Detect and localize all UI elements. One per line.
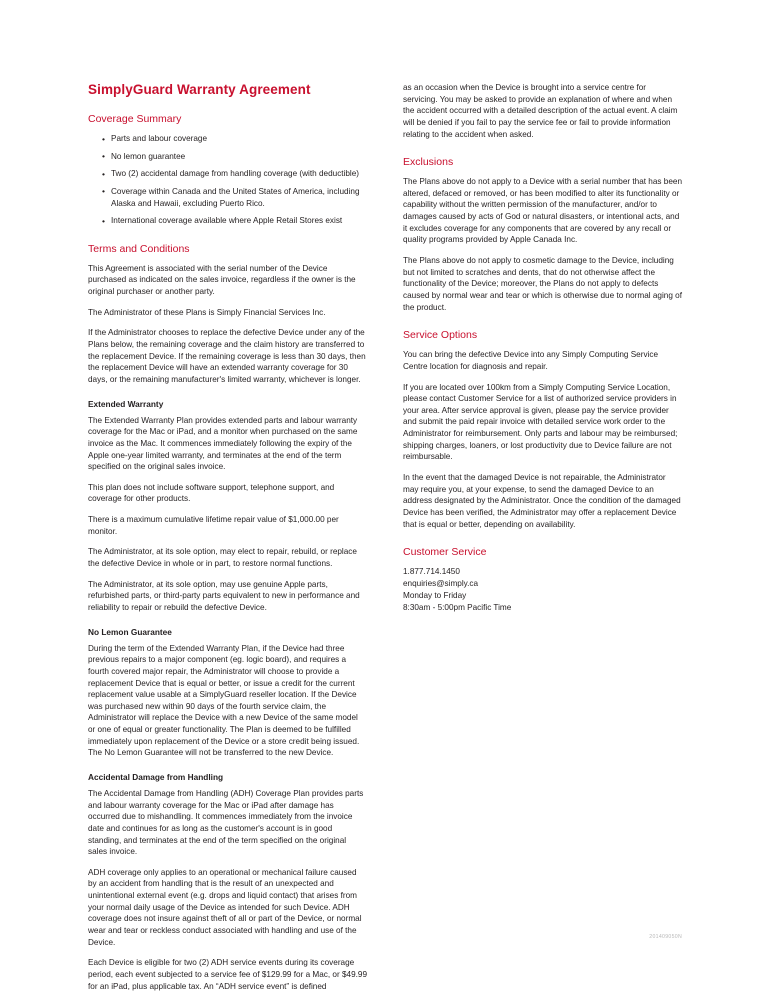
list-item: • Coverage within Canada and the United States of America, including Alaska and Hawaii, excluding Puerto Rico. [102, 186, 367, 209]
office-days: Monday to Friday [403, 591, 467, 600]
email-address: enquiries@simply.ca [403, 579, 479, 589]
coverage-summary-list [88, 133, 367, 227]
paragraph: The Administrator, at its sole option, may elect to repair, rebuild, or replace the defective Device in whole or in part, to restore normal functions. [88, 547, 357, 569]
paragraph: There is a maximum cumulative lifetime repair value of $1,000.00 per monitor. [88, 515, 339, 536]
customer-service-contact [403, 566, 682, 614]
two-column-layout [88, 82, 682, 1001]
office-hours: 8:30am - 5:00pm Pacific Time [403, 602, 512, 612]
list-item: • International coverage available where Apple Retail Stores exist [102, 215, 367, 227]
paragraph: Each Device is eligible for two (2) ADH service events during its coverage period, each event subjected to a service fee of $129.99 for a Mac, or $49.99 for an iPad, plus applicable tax. An “ADH service event” is defined [88, 958, 368, 991]
left-column [88, 82, 367, 1001]
paragraph: ADH coverage only applies to an operational or mechanical failure caused by an accident from handling that is the result of an unexpected and unintentional external event (e.g. drops and liquid contact) that arises from your normal daily usage of the Device as intended for such Device. ADH coverage does not insure against theft of all or part of the Device, or normal wear and tear or reckless conduct associated with handling and use of the Device. [88, 867, 362, 947]
section-heading-service-options: Service Options [403, 329, 478, 342]
paragraph: as an occasion when the Device is brought into a service centre for servicing. You may be asked to provide an explanation of where and when the accident occurred with a detailed description of the actual event. A claim will be denied if you fail to pay the service fee or fail to provide information relating to the accident when asked. [403, 83, 678, 139]
paragraph: The Extended Warranty Plan provides extended parts and labour warranty coverage for the Mac or iPad, and a monitor when purchased on the same invoice as the Mac. It commences immediately following the expiry of the Apple one-year limited warranty, and terminates at the end of the term specified on the original sales invoice. [88, 415, 358, 472]
phone-number: 1.877.714.1450 [403, 567, 460, 577]
paragraph: The Plans above do not apply to cosmetic damage to the Device, including but not limited to scratches and dents, that do not otherwise affect the functionality of the Device; moreover, the Plans do not apply to defects caused by normal wear and tear or which is otherwise due to normal aging of the product. [403, 256, 682, 312]
paragraph: If the Administrator chooses to replace the defective Device under any of the Plans below, the remaining coverage and the claim history are transferred to the replacement Device. If the remaining coverage is less than 30 days, then the replacement Device will have an extended warranty coverage for 30 days, or the remaining manufacturer's limited warranty, whichever is longer. [88, 328, 366, 384]
paragraph: The Plans above do not apply to a Device with a serial number that has been altered, defaced or removed, or has been modified to alter its functionality or capability without the written permission of the manufacturer, and/or to damages caused by acts of God or natural disasters, or intentional acts, and it excludes coverage for any components that are covered by any recall or quality programs provided by Apple Canada Inc. [403, 177, 682, 245]
list-item: • Two (2) accidental damage from handling coverage (with deductible) [102, 168, 367, 180]
page-title: SimplyGuard Warranty Agreement [88, 82, 311, 97]
paragraph: The Administrator, at its sole option, may use genuine Apple parts, refurbished parts, or third-party parts equivalent to new in performance and reliability to repair or rebuild the defective Device. [88, 579, 360, 612]
paragraph: The Administrator of these Plans is Simply Financial Services Inc. [88, 307, 326, 317]
subsection-heading-no-lemon-guarantee: No Lemon Guarantee [88, 626, 172, 637]
list-item: • Parts and labour coverage [102, 133, 367, 145]
paragraph: This Agreement is associated with the serial number of the Device purchased as indicated on the sales invoice, regardless if the owner is the original purchaser or another party. [88, 263, 356, 297]
right-column [403, 82, 682, 1001]
section-heading-terms-and-conditions: Terms and Conditions [88, 242, 190, 255]
section-heading-exclusions: Exclusions [403, 156, 454, 169]
document-revision-code: 201409050N [649, 934, 682, 940]
section-heading-customer-service: Customer Service [403, 546, 487, 559]
paragraph: If you are located over 100km from a Simply Computing Service Location, please contact Customer Service for a list of authorized service providers in your area. After service approval is given, please pay the service provider and submit the paid repair invoice with detailed service work order to the Administrator for reimbursement. Only parts and labour may be reimbursed; shipping charges, loaners, or lost productivity due to Device failure are not reimbursable. [403, 382, 678, 462]
subsection-heading-accidental-damage: Accidental Damage from Handling [88, 771, 224, 782]
subsection-heading-extended-warranty: Extended Warranty [88, 398, 164, 409]
list-item: • No lemon guarantee [102, 151, 367, 163]
section-heading-coverage-summary: Coverage Summary [88, 113, 182, 125]
paragraph: This plan does not include software support, telephone support, and coverage for other products. [88, 482, 335, 504]
paragraph: During the term of the Extended Warranty Plan, if the Device had three previous repairs to a major component (eg. logic board), and requires a fourth covered major repair, the Administrator will choose to provide a replacement Device that is equal or better, or issue a credit for the current replacement value usable at a SimplyGuard reseller location. If the Device was purchased new within 90 days of the fourth service claim, the Administrator will replace the Device with a new Device of the same model or one of equal or greater functionality. The Plan is deemed to be fulfilled immediately upon replacement of the Device or a store credit being issued. The No Lemon Guarantee will not be transferred to the new Device. [88, 643, 360, 758]
paragraph: You can bring the defective Device into any Simply Computing Service Centre location for diagnosis and repair. [403, 350, 659, 371]
paragraph: The Accidental Damage from Handling (ADH) Coverage Plan provides parts and labour warranty coverage for the Mac or iPad after damage has occurred due to mishandling. It commences immediately from the invoice date and continues for as long as the customer's account is in good standing, and terminates at the end of the term specified on the original sales invoice. [88, 788, 364, 857]
paragraph: In the event that the damaged Device is not repairable, the Administrator may require you, at your expense, to send the damaged Device to an address designated by the Administrator. Once the condition of the damaged Device has been verified, the Administrator may offer a replacement Device that is equal or better, depending on availability. [403, 473, 681, 529]
